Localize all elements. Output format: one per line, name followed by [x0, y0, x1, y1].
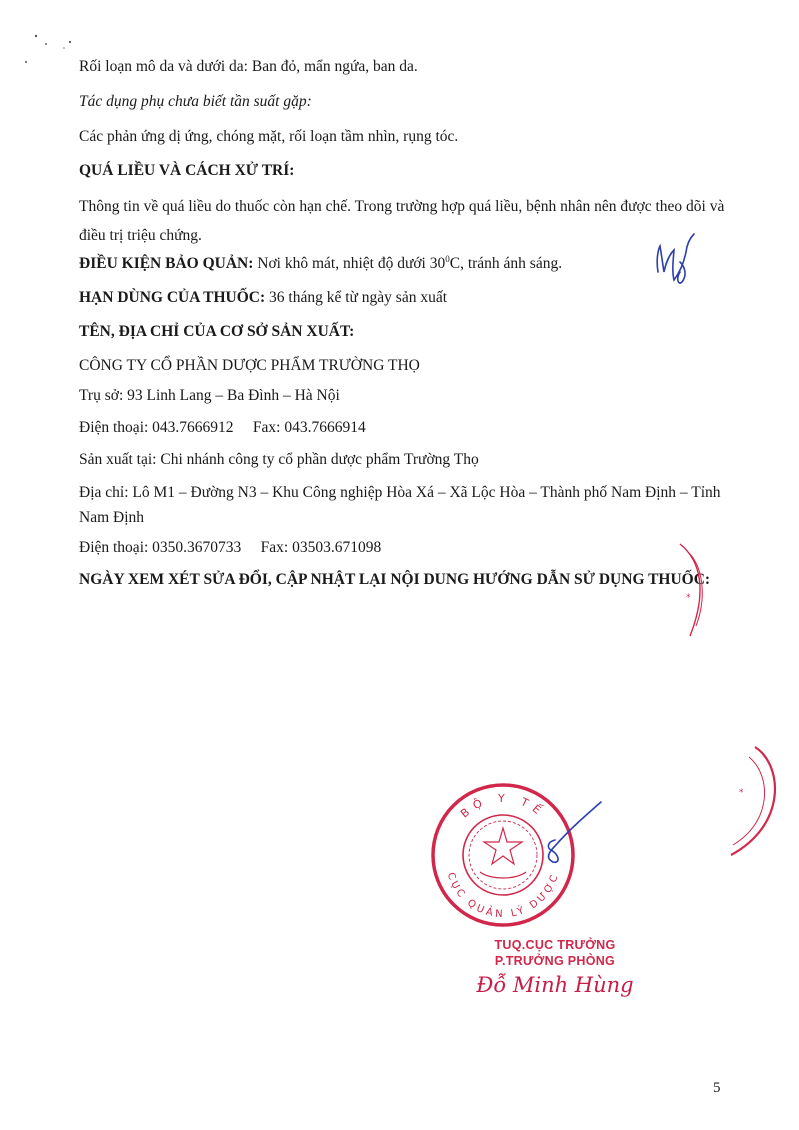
- produced-at: Sản xuất tại: Chi nhánh công ty cổ phần dược phẩm Trường Thọ: [79, 451, 479, 468]
- svg-text:*: *: [686, 593, 691, 603]
- heading-manufacturer: TÊN, ĐỊA CHỈ CỦA CƠ SỞ SẢN XUẤT:: [79, 323, 355, 340]
- text-unknown-frequency-heading: Tác dụng phụ chưa biết tần suất gặp:: [79, 93, 312, 110]
- shelf-life: [79, 288, 739, 308]
- signer-title-2: P.TRƯỞNG PHÒNG: [494, 954, 616, 968]
- head-office: Trụ sở: 93 Linh Lang – Ba Đình – Hà Nội: [79, 387, 340, 404]
- scan-specks: [22, 30, 82, 70]
- text-allergic-reactions: Các phản ứng dị ứng, chóng mặt, rối loạn tầm nhìn, rụng tóc.: [79, 128, 459, 145]
- shelf-label: HẠN DÙNG CỦA THUỐC:: [79, 289, 266, 306]
- signature-stroke: [535, 800, 605, 870]
- signature-block: [440, 937, 670, 999]
- factory-address: Địa chỉ: Lô M1 – Đường N3 – Khu Công nghiệp Hòa Xá – Xã Lộc Hòa – Thành phố Nam Định – Tỉnh Nam Định: [79, 484, 721, 526]
- partial-stamp-right: [725, 745, 799, 860]
- storage-conditions: [79, 254, 739, 274]
- signer-title-1: TUQ.CỤC TRƯỞNG: [494, 938, 616, 952]
- text-overdose-info: Thông tin về quá liều do thuốc còn hạn chế. Trong trường hợp quá liều, bệnh nhân nên được theo dõi và điều trị triệu chứng.: [79, 198, 725, 244]
- seal-text-top: BỘ Y TẾ: [458, 791, 548, 821]
- partial-stamp-top: [660, 540, 720, 640]
- phone-fax-1: Điện thoại: 043.7666912 Fax: 043.7666914: [79, 419, 366, 436]
- storage-text: Nơi khô mát, nhiệt độ dưới 30: [253, 255, 446, 272]
- seal-text-bottom: CỤC QUẢN LÝ DƯỢC: [444, 871, 562, 921]
- signer-name: Đỗ Minh Hùng: [476, 973, 634, 997]
- company-name: CÔNG TY CỔ PHẦN DƯỢC PHẨM TRƯỜNG THỌ: [79, 357, 420, 374]
- heading-overdose: QUÁ LIỀU VÀ CÁCH XỬ TRÍ:: [79, 162, 295, 179]
- shelf-text: 36 tháng kể từ ngày sản xuất: [265, 289, 448, 306]
- degree-sup: 0: [445, 254, 450, 264]
- phone-fax-2: Điện thoại: 0350.3670733 Fax: 03503.671098: [79, 539, 382, 556]
- text-skin-disorders: Rối loạn mô da và dưới da: Ban đỏ, mẩn ngứa, ban da.: [79, 58, 418, 75]
- svg-text:*: *: [739, 788, 744, 798]
- storage-label: ĐIỀU KIỆN BẢO QUẢN:: [79, 255, 254, 272]
- handwritten-initials: [650, 232, 700, 288]
- heading-review-date: NGÀY XEM XÉT SỬA ĐỔI, CẬP NHẬT LẠI NỘI DUNG HƯỚNG DẪN SỬ DỤNG THUỐC:: [79, 571, 711, 588]
- storage-text-tail: C, tránh ánh sáng.: [449, 255, 563, 272]
- page-number: 5: [713, 1080, 721, 1096]
